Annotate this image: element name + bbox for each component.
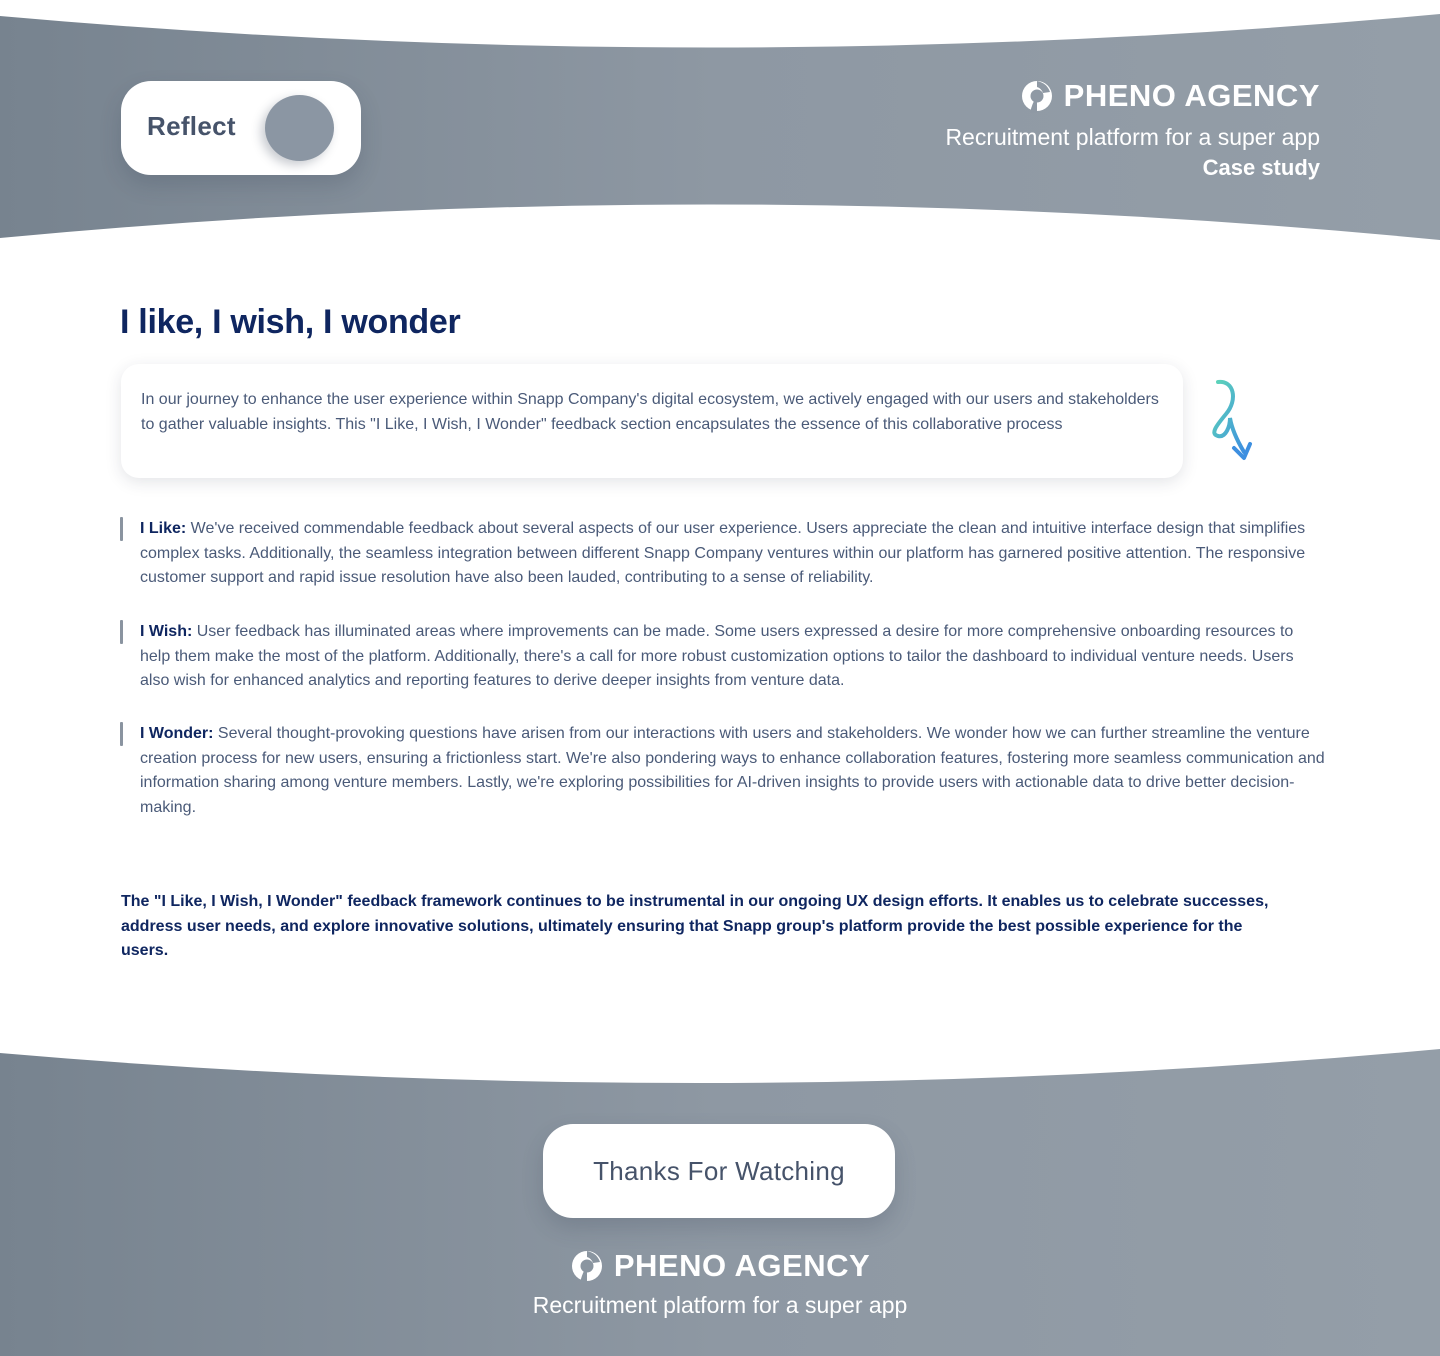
feedback-like [120,517,1325,591]
section-text: User feedback has illuminated areas where improvements can be made. Some users expressed a desire for more comprehensive onboarding resources to help them make the most of the platform. Additionally, there's a call for more robust customization options to tailor the dashboard to individual venture needs. Users also wish for enhanced analytics and reporting features to derive deeper insights from venture data. [140,623,1294,689]
feedback-wish [120,620,1325,694]
pheno-logo-icon [570,1249,604,1283]
brand-name: PHENO AGENCY [613,1248,871,1283]
page-title: I like, I wish, I wonder [120,303,461,341]
toggle-knob[interactable] [265,95,334,161]
thanks-for-watching-button[interactable]: Thanks For Watching [543,1124,895,1218]
reflect-toggle[interactable] [121,81,361,175]
section-label: I Wish: [140,623,193,640]
conclusion-text: The "I Like, I Wish, I Wonder" feedback framework continues to be instrumental in our ongoing UX design efforts. It enables us to celebrate successes, address user needs, and explore innovative solutions, ultimately ensuring that Snapp group's platform provide the best possible experience for the users. [121,893,1269,959]
curly-arrow-down-icon [1206,378,1268,464]
brand-subtitle: Recruitment platform for a super app [945,124,1320,150]
section-label: I Wonder: [140,725,214,742]
header-brand [945,78,1320,181]
toggle-label: Reflect [147,111,236,141]
section-text: Several thought-provoking questions have arisen from our interactions with users and stakeholders. We wonder how we can further streamline the venture creation process for new users, ensuring a frictionless start. We're also pondering ways to enhance collaboration features, fostering more seamless communication and information sharing among venture members. Lastly, we're exploring possibilities for AI-driven insights to provide users with actionable data to drive better decision-making. [140,725,1325,816]
brand-name: PHENO AGENCY [1063,78,1320,113]
pheno-logo-icon [1020,79,1054,113]
brand-subtitle: Recruitment platform for a super app [532,1292,908,1318]
intro-text: In our journey to enhance the user experience within Snapp Company's digital ecosystem, we actively engaged with our users and stakeholders to gather valuable insights. This "I Like, I Wish, I Wonder" feedback section encapsulates the essence of this collaborative process [141,391,1159,433]
footer-brand [0,1248,1440,1319]
section-label: I Like: [140,520,187,537]
feedback-wonder [120,722,1325,820]
brand-tag: Case study [1202,155,1320,180]
intro-card [121,364,1183,478]
section-text: We've received commendable feedback about several aspects of our user experience. Users appreciate the clean and intuitive interface design that simplifies complex tasks. Additionally, the seamless integration between different Snapp Company ventures within our platform has garnered positive attention. The responsive customer support and rapid issue resolution have also been lauded, contributing to a sense of reliability. [140,520,1306,586]
